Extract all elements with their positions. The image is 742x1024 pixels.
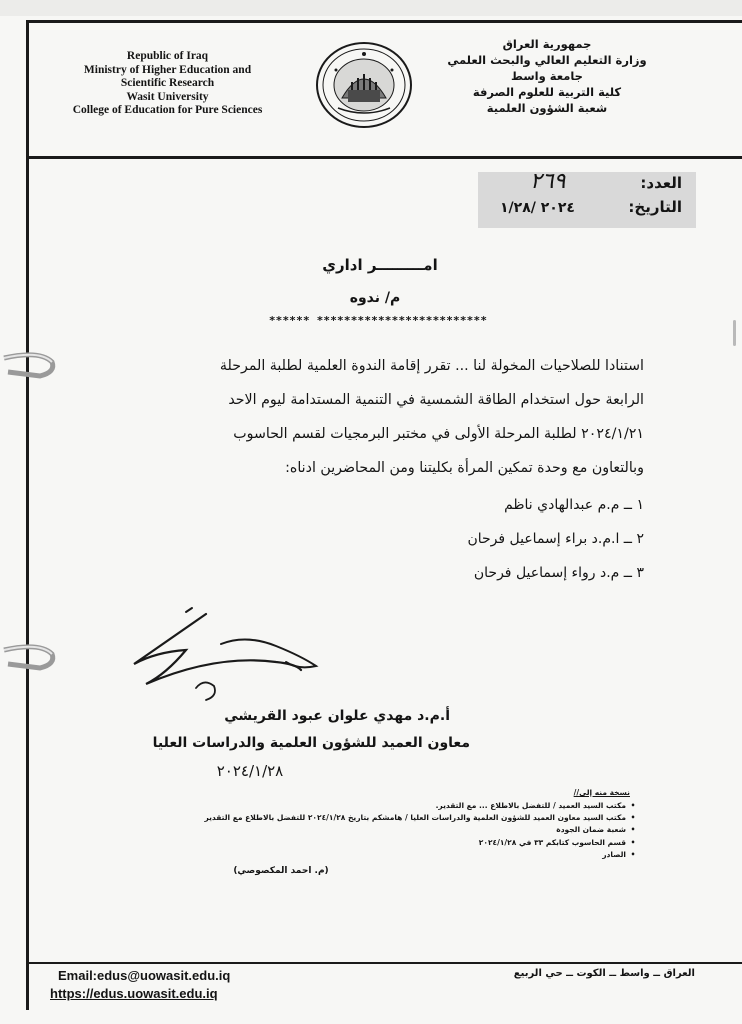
copies-title: نسخة منه إلى// (573, 788, 630, 797)
body-line: وبالتعاون مع وحدة تمكين المرأة بكليتنا ومن المحاضرين ادناه: (285, 460, 644, 476)
arabic-line: جمهورية العراق (502, 37, 592, 51)
left-border-line (26, 20, 29, 1010)
lecturer-item: ١ ــ م.م عبدالهادي ناظم (504, 497, 644, 513)
arabic-line: كلية التربية للعلوم الصرفة (472, 85, 622, 99)
star-separator: ****** ************************* (268, 314, 488, 327)
lecturer-item: ٣ ــ م.د رواء إسماعيل فرحان (473, 565, 644, 581)
body-line: الرابعة حول استخدام الطاقة الشمسية في التنمية المستدامة ليوم الاحد (228, 392, 644, 408)
scrollbar-thumb[interactable] (733, 320, 736, 346)
number-label: العدد: (640, 174, 682, 192)
top-border-line (26, 20, 742, 23)
english-line: Ministry of Higher Education and (83, 63, 252, 76)
arabic-line: وزارة التعليم العالي والبحث العلمي (447, 53, 647, 67)
order-title: امـــــــــر اداري (322, 256, 438, 274)
arabic-line: جامعة واسط (511, 69, 583, 83)
footer-email: Email:edus@uowasit.edu.iq (58, 968, 231, 983)
number-value: ٢٦٩ (530, 168, 566, 193)
body-line: استنادا للصلاحيات المخولة لنا ... تقرر إقامة الندوة العلمية لطلبة المرحلة (219, 358, 644, 374)
signature-date: ٢٠٢٤/١/٢٨ (216, 762, 284, 780)
copy-item: • مكتب السيد العميد / للتفضل بالاطلاع ... مع التقدير. (240, 800, 640, 812)
english-letterhead (50, 50, 285, 118)
typist-name: (م. احمد المكصوصي) (233, 866, 329, 876)
footer-address: العراق ــ واسط ــ الكوت ــ حي الربيع (513, 968, 695, 979)
lecturer-list (300, 488, 644, 590)
date-label: التاريخ: (628, 198, 682, 216)
english-line: Republic of Iraq (126, 50, 209, 62)
copy-item: • قسم الحاسوب كتابكم ٣٣ في ٢٠٢٤/١/٢٨ (240, 837, 640, 849)
english-line: Wasit University (126, 90, 209, 103)
signatory-role: معاون العميد للشؤون العلمية والدراسات العليا (152, 735, 470, 751)
copy-item: • مكتب السيد معاون العميد للشؤون العلمية والدراسات العليا / هامشكم بتاريخ ٢٠٢٤/١/٢٨ للتفضل بالاطلاع مع التقدير (240, 812, 640, 824)
body-line: ٢٠٢٤/١/٢١ لطلبة المرحلة الأولى في مختبر البرمجيات لقسم الحاسوب (233, 426, 644, 442)
copies-list (204, 800, 640, 861)
subject-line: م/ ندوه (349, 290, 401, 306)
binder-ring-icon (0, 638, 60, 678)
copy-item: • شعبة ضمان الجودة (240, 824, 640, 836)
english-line: Scientific Research (120, 77, 215, 90)
copy-item: • الصادر (240, 849, 640, 861)
header-divider (26, 156, 742, 159)
scan-top-margin (0, 0, 742, 16)
binder-ring-icon (0, 346, 60, 386)
body-paragraph (94, 349, 644, 485)
footer-divider (26, 962, 742, 964)
handwritten-signature-icon (126, 604, 336, 724)
english-line: College of Education for Pure Sciences (72, 104, 263, 117)
arabic-line: شعبة الشؤون العلمية (486, 101, 608, 115)
university-seal-icon (314, 40, 414, 130)
lecturer-item: ٢ ــ ا.م.د براء إسماعيل فرحان (467, 531, 644, 547)
signatory-name: أ.م.د مهدي علوان عبود القريشي (224, 708, 450, 724)
footer-website-link[interactable]: https://edus.uowasit.edu.iq (50, 986, 218, 1001)
arabic-letterhead (440, 36, 654, 116)
date-value: ٢٠٢٤ /١/٢٨ (500, 200, 575, 216)
